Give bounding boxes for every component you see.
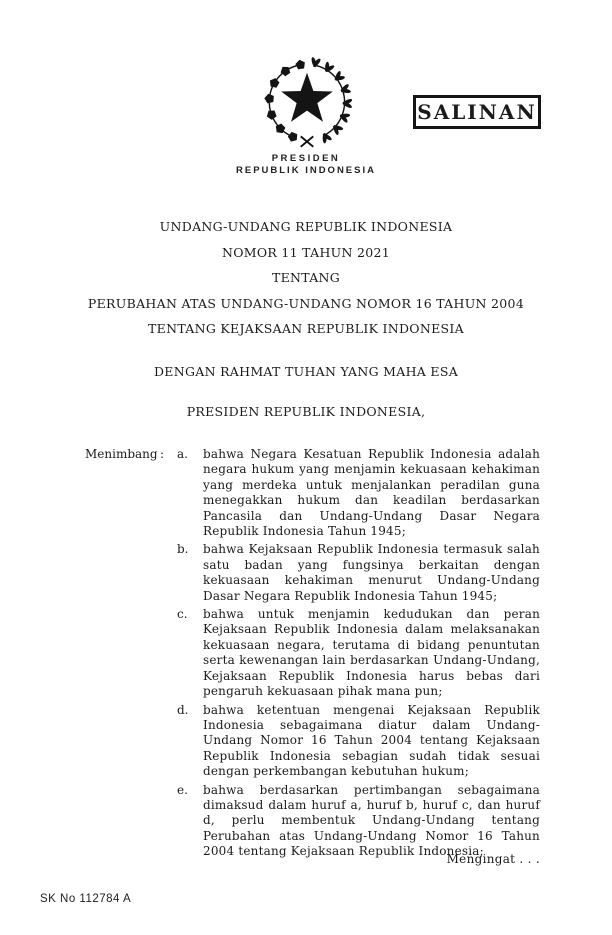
consideration-item-c <box>177 607 540 699</box>
consideration-item-text: bahwa berdasarkan pertimbangan sebagaimana dimaksud dalam huruf a, huruf b, huruf c, dan huruf d, perlu membentuk Undang-Undang tentang Perubahan atas Undang-Undang Nomor 16 Tahun 2004 tentang Kejaksaan Republik Indonesia; <box>203 782 540 859</box>
salutation-line: PRESIDEN REPUBLIK INDONESIA, <box>186 404 426 419</box>
consideration-item-e <box>177 783 540 860</box>
consideration-item-letter: c. <box>177 607 188 622</box>
title-line-2: NOMOR 11 TAHUN 2021 <box>221 244 391 260</box>
title-line-5: TENTANG KEJAKSAAN REPUBLIK INDONESIA <box>148 321 464 336</box>
title-line-4: PERUBAHAN ATAS UNDANG-UNDANG NOMOR 16 TAHUN 2004 <box>87 295 525 311</box>
consideration-item-b <box>177 542 540 604</box>
footer-sk-code: SK No 112784 A <box>40 893 132 905</box>
considering-section <box>85 447 540 863</box>
salinan-stamp-label: SALINAN <box>417 100 537 124</box>
salinan-stamp <box>413 95 541 129</box>
star-wreath-emblem-icon <box>253 56 361 152</box>
consideration-item-text: bahwa Kejaksaan Republik Indonesia termasuk salah satu badan yang fungsinya berkaitan dengan kekuasaan kehakiman menurut Undang-Undang Dasar Negara Republik Indonesia Tahun 1945; <box>203 542 540 603</box>
letterhead <box>0 153 612 177</box>
consideration-item-d <box>177 703 540 780</box>
consideration-item-a <box>177 447 540 539</box>
consideration-item-letter: b. <box>177 542 189 557</box>
consideration-item-letter: d. <box>177 702 189 717</box>
title-line-1: UNDANG-UNDANG REPUBLIK INDONESIA <box>159 219 453 234</box>
consideration-item-letter: e. <box>177 782 188 797</box>
letterhead-line1: PRESIDEN <box>271 153 341 164</box>
consideration-item-letter: a. <box>177 447 188 461</box>
consideration-item-text: bahwa untuk menjamin kedudukan dan peran Kejaksaan Republik Indonesia dalam melaksanakan kekuasaan negara, terutama di bidang penuntutan serta kewenangan lain berdasarkan Undang-Undang, Kejaksaan Republik Indonesia harus bebas dari pengaruh kekuasaan pihak mana pun; <box>203 607 540 699</box>
consideration-item-text: bahwa Negara Kesatuan Republik Indonesia adalah negara hukum yang menjamin kekuasaan kehakiman yang merdeka untuk menjalankan peradilan guna menegakkan hukum dan keadilan berdasarkan Pancasila dan Undang-Undang Dasar Negara Republik Indonesia Tahun 1945; <box>203 447 540 539</box>
considering-items <box>177 447 540 863</box>
title-line-3: TENTANG <box>271 270 341 285</box>
considering-separator: : <box>160 447 165 461</box>
letterhead-line2: REPUBLIK INDONESIA <box>236 165 376 176</box>
document-title <box>0 220 612 348</box>
invocation-line: DENGAN RAHMAT TUHAN YANG MAHA ESA <box>153 364 459 379</box>
continuation-catchword: Mengingat . . . <box>446 852 540 866</box>
considering-label: Menimbang <box>85 447 158 461</box>
consideration-item-text: bahwa ketentuan mengenai Kejaksaan Republik Indonesia sebagaimana diatur dalam Undang-Undang Nomor 16 Tahun 2004 tentang Kejaksaan Republik Indonesia sebagian sudah tidak sesuai dengan perkembangan kebutuhan hukum; <box>203 702 540 779</box>
